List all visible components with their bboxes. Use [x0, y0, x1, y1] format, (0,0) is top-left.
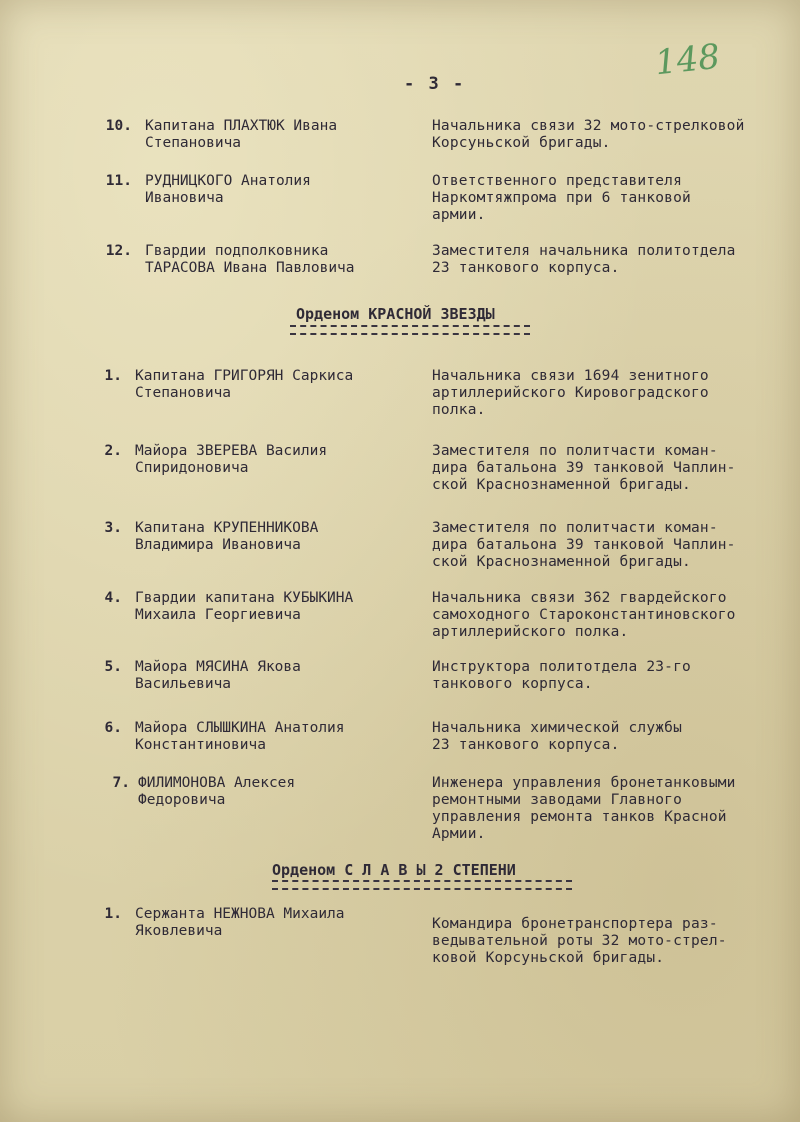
- entry-number: 5.: [104, 659, 122, 675]
- page-number: - 3 -: [404, 74, 466, 94]
- entry-number: 1.: [104, 368, 122, 384]
- section-heading-red-star: Орденом КРАСНОЙ ЗВЕЗДЫ: [296, 305, 495, 323]
- entry-name: ФИЛИМОНОВА Алексея Федоровича: [138, 775, 296, 808]
- entry-name: Майора ЗВЕРЕВА Василия Спиридоновича: [135, 443, 328, 476]
- entry-position: Начальника связи 32 мото-стрелковой Корсуньской бригады.: [432, 118, 745, 151]
- entry-number: 7.: [112, 775, 130, 791]
- entry-position: Заместителя по политчасти коман- дира батальона 39 танковой Чаплин- ской Краснознаменной бригады.: [432, 443, 736, 493]
- entry-number: 3.: [104, 520, 122, 536]
- entry-number: 2.: [104, 443, 122, 459]
- entry-number: 1.: [104, 906, 122, 922]
- entry-name: Гвардии капитана КУБЫКИНА Михаила Георгиевича: [135, 590, 354, 623]
- section-underline: [290, 325, 530, 335]
- entry-position: Инженера управления бронетанковыми ремонтными заводами Главного управления ремонта танков Красной Армии.: [432, 775, 736, 842]
- entry-position: Начальника связи 362 гвардейского самоходного Староконстантиновского артиллерийского полка.: [432, 590, 736, 640]
- section-heading-glory: Орденом С Л А В Ы 2 СТЕПЕНИ: [272, 861, 516, 879]
- entry-position: Командира бронетранспортера раз- ведывательной роты 32 мото-стрел- ковой Корсуньской бригады.: [432, 916, 727, 966]
- entry-name: Майора СЛЫШКИНА Анатолия Константиновича: [135, 720, 345, 753]
- entry-number: 12.: [105, 243, 132, 259]
- entry-number: 6.: [104, 720, 122, 736]
- entry-number: 4.: [104, 590, 122, 606]
- entry-number: 11.: [105, 173, 132, 189]
- entry-position: Ответственного представителя Наркомтяжпрома при 6 танковой армии.: [432, 173, 691, 223]
- handwritten-sheet-number: 148: [653, 36, 722, 84]
- entry-name: Капитана ПЛАХТЮК Ивана Степановича: [145, 118, 338, 151]
- entry-position: Заместителя начальника политотдела 23 танкового корпуса.: [432, 243, 736, 276]
- entry-position: Инструктора политотдела 23-го танкового корпуса.: [432, 659, 691, 692]
- entry-position: Заместителя по политчасти коман- дира батальона 39 танковой Чаплин- ской Краснознаменной бригады.: [432, 520, 736, 570]
- entry-name: Капитана КРУПЕННИКОВА Владимира Ивановича: [135, 520, 319, 553]
- entry-name: Гвардии подполковника ТАРАСОВА Ивана Павловича: [145, 243, 355, 276]
- section-underline: [272, 880, 572, 890]
- entry-position: Начальника химической службы 23 танкового корпуса.: [432, 720, 683, 753]
- entry-name: Капитана ГРИГОРЯН Саркиса Степановича: [135, 368, 354, 401]
- entry-number: 10.: [105, 118, 132, 134]
- entry-position: Начальника связи 1694 зенитного артиллерийского Кировоградского полка.: [432, 368, 709, 418]
- entry-name: Майора МЯСИНА Якова Васильевича: [135, 659, 301, 692]
- entry-name: РУДНИЦКОГО Анатолия Ивановича: [145, 173, 311, 206]
- entry-name: Сержанта НЕЖНОВА Михаила Яковлевича: [135, 906, 345, 939]
